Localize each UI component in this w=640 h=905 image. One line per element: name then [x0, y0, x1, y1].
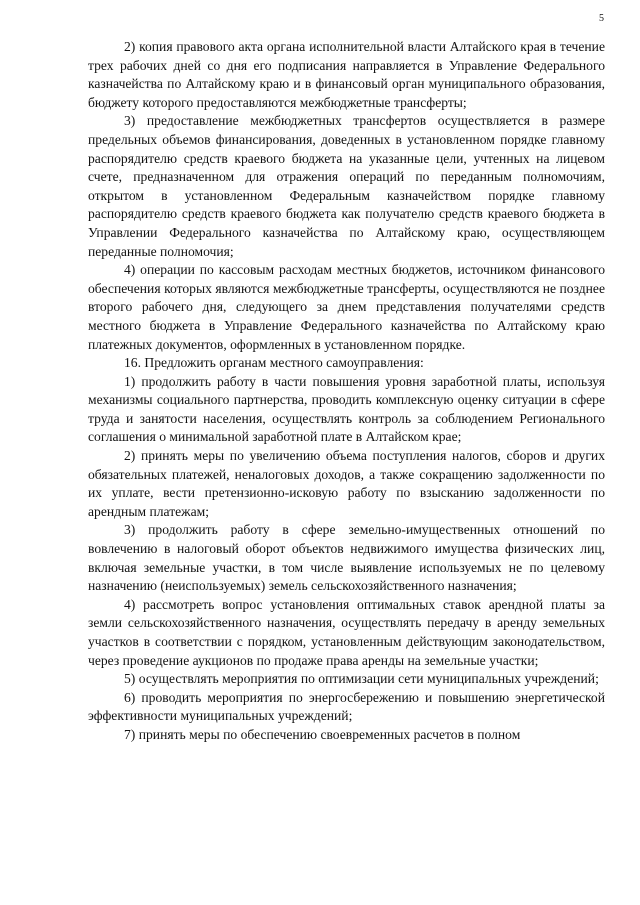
- paragraph-16-item-6-energy-saving: 6) проводить мероприятия по энергосбережению и повышению энергетической эффективности муниципальных учреждений;: [88, 689, 605, 724]
- paragraph-16-item-3-land-property: 3) продолжить работу в сфере земельно-имущественных отношений по вовлечению в налоговый оборот объектов недвижимого имущества физических лиц, включая земельные участки, в том числе выявление используемых не по целевому назначению (неиспользуемых) земель сельскохозяйственного назначения;: [88, 522, 605, 594]
- paragraph-16-item-4-rent-rates: 4) рассмотреть вопрос установления оптимальных ставок арендной платы за земли сельскохозяйственного назначения, осуществлять передачу в аренду земельных участков в соответствии с порядком, установленным действующим законодательством, через проведение аукционов по продаже права аренды на земельные участки;: [88, 596, 605, 668]
- paragraph-16-item-2-tax-collection: 2) принять меры по увеличению объема поступления налогов, сборов и других обязательных платежей, неналоговых доходов, а также сокращению задолженности по их уплате, вести претензионно-исковую работу по взысканию задолженности по арендным платежам;: [88, 448, 605, 519]
- paragraph-item-4-cash-operations: 4) операции по кассовым расходам местных бюджетов, источником финансового обеспечения которых являются межбюджетные трансферты, осуществляются не позднее второго рабочего дня, следующего за днем представления получателями средств местного бюджета в Управление Федерального казначейства по Алтайскому краю платежных документов, оформленных в установленном порядке.: [88, 262, 605, 352]
- paragraph-section-16-heading: 16. Предложить органам местного самоуправления:: [124, 355, 424, 371]
- page-number: 5: [599, 13, 604, 24]
- paragraph-16-item-7-settlements: 7) принять меры по обеспечению своевременных расчетов в полном: [124, 726, 521, 742]
- paragraph-16-item-5-institution-network: 5) осуществлять мероприятия по оптимизации сети муниципальных учреждений;: [124, 671, 599, 687]
- paragraph-item-2-copy-of-act: 2) копия правового акта органа исполнительной власти Алтайского края в течение трех рабочих дней со дня его подписания направляется в Управление Федерального казначейства по Алтайскому краю и в финансовый орган муниципального образования, бюджету которого предоставляются межбюджетные трансферты;: [88, 39, 605, 110]
- paragraph-16-item-1-wages: 1) продолжить работу в части повышения уровня заработной платы, используя механизмы социального партнерства, проводить комплексную оценку ситуации в сфере труда и занятости населения, осуществлять контроль за соблюдением Регионального соглашения о минимальной заработной плате в Алтайском крае;: [88, 373, 605, 445]
- document-body: [88, 38, 605, 745]
- paragraph-item-3-transfer-provision: 3) предоставление межбюджетных трансфертов осуществляется в размере предельных объемов финансирования, доведенных в установленном порядке главному распорядителю средств краевого бюджета на указанные цели, учтенных на лицевом счете, предназначенном для отражения операций по переданным полномочиям, открытом в установленном Федеральным казначейством порядке главному распорядителю средств краевого бюджета как получателю средств краевого бюджета в Управлении Федерального казначейства по Алтайскому краю, осуществляющем переданные полномочия;: [88, 113, 605, 259]
